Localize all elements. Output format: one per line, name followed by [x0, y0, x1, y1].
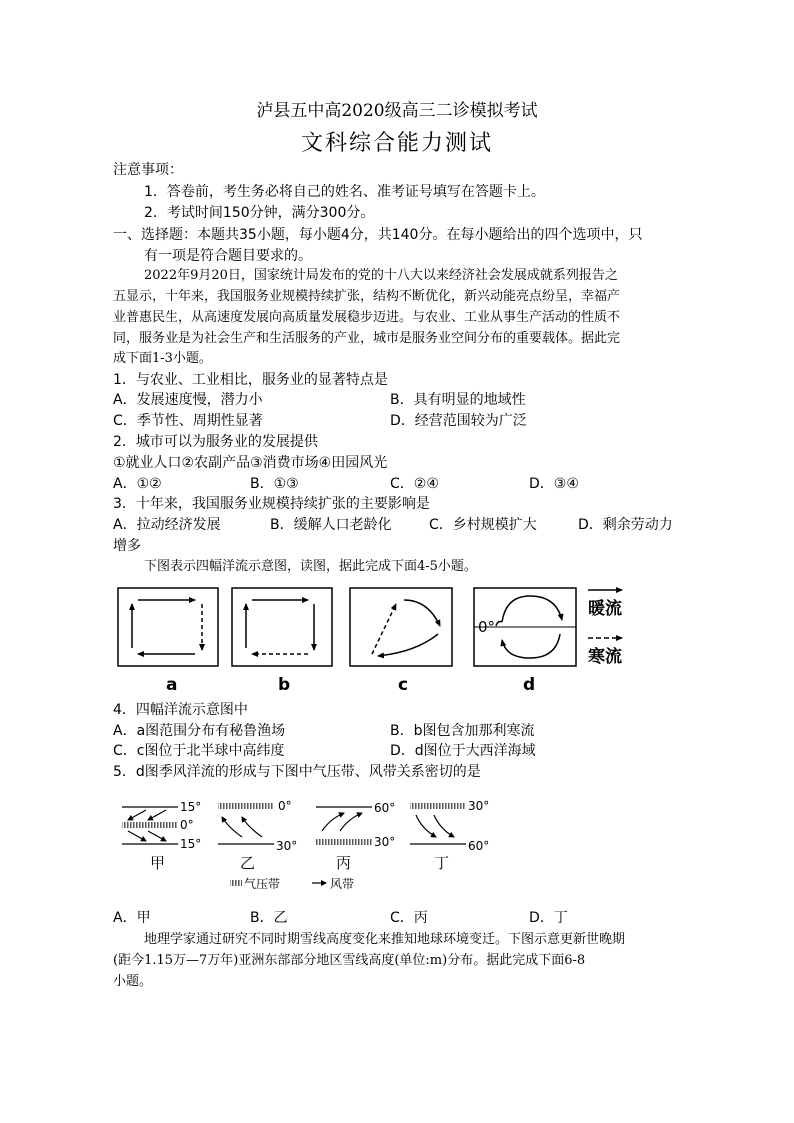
ding-top-lat: 30°: [468, 799, 490, 813]
diagram-d: [474, 588, 576, 666]
passage1-line: 同，服务业是为社会生产和生活服务的产业，城市是服务业空间分布的重要载体。据此完: [113, 331, 621, 346]
exam-title: 泸县五中高2020级高三二诊模拟考试: [256, 101, 538, 121]
notice-item-2: 2．考试时间150分钟，满分300分。: [144, 205, 375, 221]
q2-option-d: D．③④: [529, 476, 579, 492]
panel-label-ding: 丁: [434, 854, 450, 872]
notice-item-1: 1．答卷前，考生务必将自己的姓名、准考证号填写在答题卡上。: [144, 184, 545, 200]
jia-bottom-lat: 15°: [180, 837, 202, 851]
current-legend: [588, 590, 622, 667]
yi-top-lat: 0°: [278, 799, 292, 813]
equator-label: 0°: [478, 618, 496, 636]
q4-option-a: A．a图范围分布有秘鲁渔场: [113, 723, 286, 739]
yi-bottom-lat: 30°: [276, 839, 298, 853]
panel-label-yi: 乙: [240, 854, 256, 872]
jia-mid-lat: 0°: [180, 818, 194, 832]
label-d: d: [523, 675, 536, 694]
legend-wind-belt: 风带: [330, 877, 355, 891]
q3-option-d: D．剩余劳动力: [578, 517, 673, 533]
belt-legend: [230, 876, 354, 891]
q2-option-c: C．②④: [390, 476, 439, 492]
q3-option-d-cont: 增多: [113, 538, 141, 554]
passage3-line: 地理学家通过研究不同时期雪线高度变化来推知地球环境变迁。下图示意更新世晚期: [144, 932, 626, 947]
q1-option-d: D．经营范围较为广泛: [390, 413, 527, 429]
panel-bing: [316, 801, 395, 872]
panel-yi: [218, 799, 297, 872]
diagram-a: [118, 588, 218, 666]
section1-heading-cont: 有一项是符合题目要求的。: [144, 248, 312, 264]
q2-option-b: B．①③: [250, 476, 299, 492]
passage1-line: 业普惠民生，从高速度发展向高质量发展稳步迈进。与农业、工业从事生产活动的性质不: [113, 310, 621, 325]
jia-top-lat: 15°: [180, 800, 202, 814]
label-c: c: [398, 675, 409, 694]
ocean-current-figure: [110, 582, 650, 694]
q4-option-d: D．d图位于大西洋海域: [390, 743, 536, 759]
q5-option-c: C．丙: [390, 910, 428, 926]
question-4-stem: 4．四幅洋流示意图中: [113, 702, 248, 718]
diagram-b: [232, 588, 332, 666]
question-1-stem: 1．与农业、工业相比，服务业的显著特点是: [113, 372, 388, 388]
panel-ding: [410, 799, 489, 872]
passage3-line: 小题。: [113, 974, 153, 989]
question-5-stem: 5．d图季风洋流的形成与下图中气压带、风带关系密切的是: [113, 764, 481, 780]
q3-option-c: C．乡村规模扩大: [429, 517, 537, 533]
q4-option-b: B．b图包含加那利寒流: [390, 723, 535, 739]
label-a: a: [166, 675, 178, 694]
panel-label-jia: 甲: [150, 854, 166, 872]
legend-warm: 暖流: [588, 599, 622, 619]
q1-option-a: A．发展速度慢，潜力小: [113, 392, 263, 408]
passage1-line: 五显示，十年来，我国服务业规模持续扩张，结构不断优化，新兴动能亮点纷呈，幸福产: [113, 289, 621, 304]
panel-jia: [122, 800, 201, 872]
passage1-line: 成下面1-3小题。: [113, 351, 212, 366]
panel-label-bing: 丙: [336, 854, 352, 872]
label-b: b: [278, 675, 291, 694]
pressure-wind-figure: [118, 793, 508, 897]
notice-heading: 注意事项：: [113, 162, 183, 178]
legend-cold: 寒流: [588, 647, 622, 667]
ding-bottom-lat: 60°: [468, 839, 490, 853]
diagram-c: [350, 588, 452, 666]
q3-option-a: A．拉动经济发展: [113, 517, 221, 533]
q1-option-b: B．具有明显的地域性: [390, 392, 526, 408]
exam-subtitle: 文科综合能力测试: [300, 131, 493, 156]
q4-option-c: C．c图位于北半球中高纬度: [113, 743, 285, 759]
q5-option-a: A．甲: [113, 910, 151, 926]
bing-top-lat: 60°: [374, 801, 396, 815]
legend-pressure-belt: 气压带: [244, 877, 281, 891]
passage1-line: 2022年9月20日，国家统计局发布的党的十八大以来经济社会发展成就系列报告之: [144, 268, 618, 283]
q3-option-b: B．缓解人口老龄化: [270, 517, 392, 533]
section1-heading: 一、选择题：本题共35小题，每小题4分，共140分。在每小题给出的四个选项中，只: [113, 227, 643, 243]
q1-option-c: C．季节性、周期性显著: [113, 413, 263, 429]
figure1-intro: 下图表示四幅洋流示意图，读图，据此完成下面4-5小题。: [144, 559, 477, 574]
q2-option-a: A．①②: [113, 476, 162, 492]
q2-items: ①就业人口②农副产品③消费市场④田园风光: [113, 455, 388, 471]
q5-option-d: D．丁: [529, 910, 568, 926]
question-3-stem: 3．十年来，我国服务业规模持续扩张的主要影响是: [113, 496, 430, 512]
passage3-line: (距今1.15万—7万年)亚洲东部部分地区雪线高度(单位:m)分布。据此完成下面6-8: [113, 953, 586, 968]
question-2-stem: 2．城市可以为服务业的发展提供: [113, 434, 318, 450]
bing-bottom-lat: 30°: [374, 835, 396, 849]
q5-option-b: B．乙: [250, 910, 288, 926]
